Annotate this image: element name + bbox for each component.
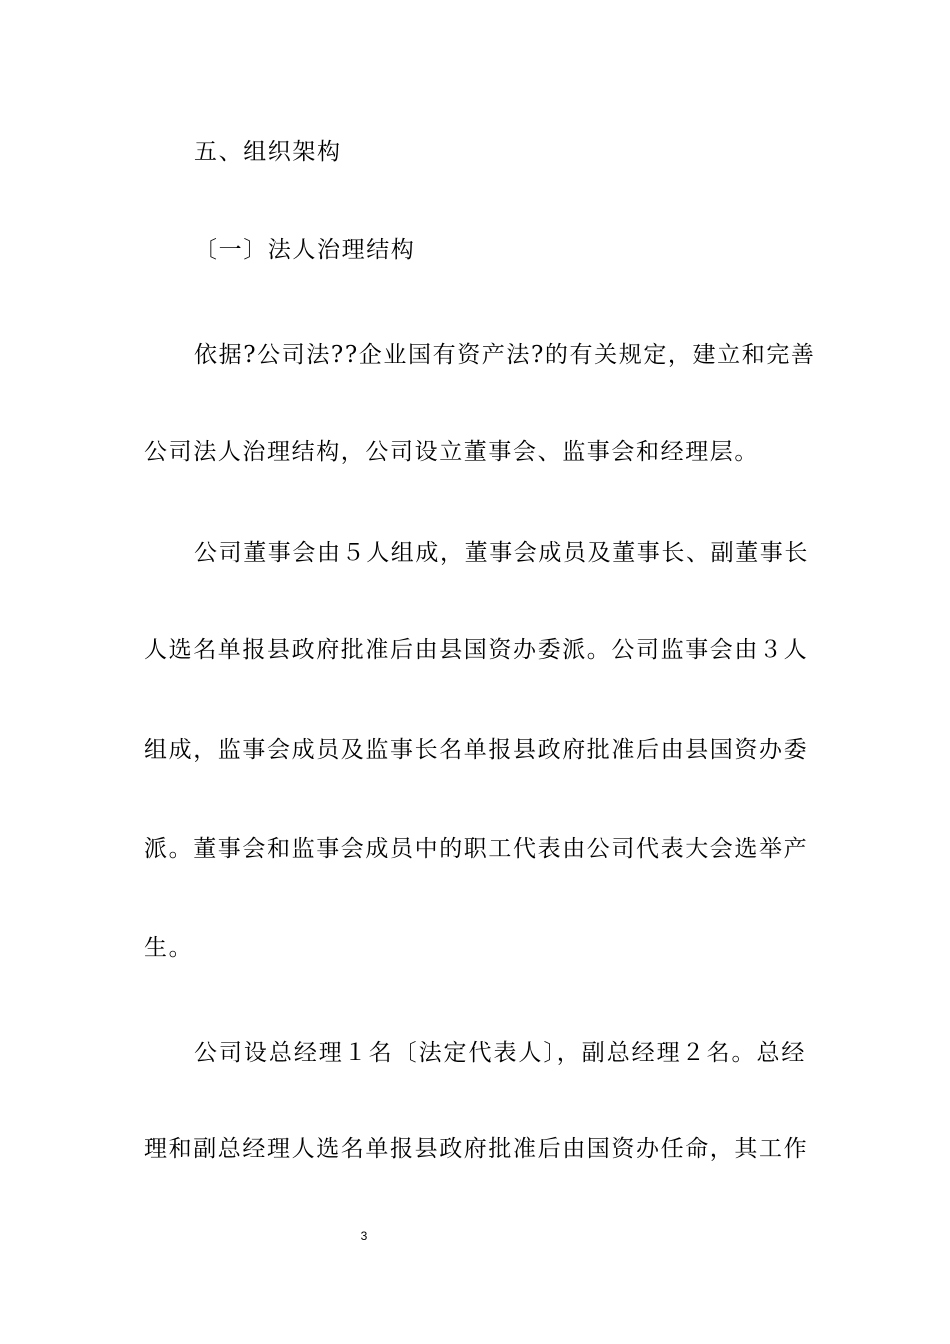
page-number-text: 3 <box>360 1229 368 1243</box>
paragraph-line: 公司设总经理１名〔法定代表人〕，副总经理２名。总经 <box>194 1040 806 1066</box>
paragraph-line: 理和副总经理人选名单报县政府批准后由国资办任命，其工作 <box>144 1136 809 1162</box>
paragraph-line: 生。 <box>144 935 194 961</box>
paragraph-line: 依据?公司法??企业国有资产法?的有关规定，建立和完善 <box>194 342 816 368</box>
paragraph-line: 派。董事会和监事会成员中的职工代表由公司代表大会选举产 <box>144 836 809 862</box>
section-heading: 五、组织架构 <box>194 139 342 165</box>
subsection-heading: 〔一〕法人治理结构 <box>194 237 416 263</box>
paragraph-line: 公司法人治理结构，公司设立董事会、监事会和经理层。 <box>144 439 759 465</box>
paragraph-line: 组成，监事会成员及监事长名单报县政府批准后由县国资办委 <box>144 737 809 763</box>
paragraph-line: 公司董事会由５人组成，董事会成员及董事长、副董事长 <box>194 540 809 566</box>
paragraph-line: 人选名单报县政府批准后由县国资办委派。公司监事会由３人 <box>144 637 809 663</box>
